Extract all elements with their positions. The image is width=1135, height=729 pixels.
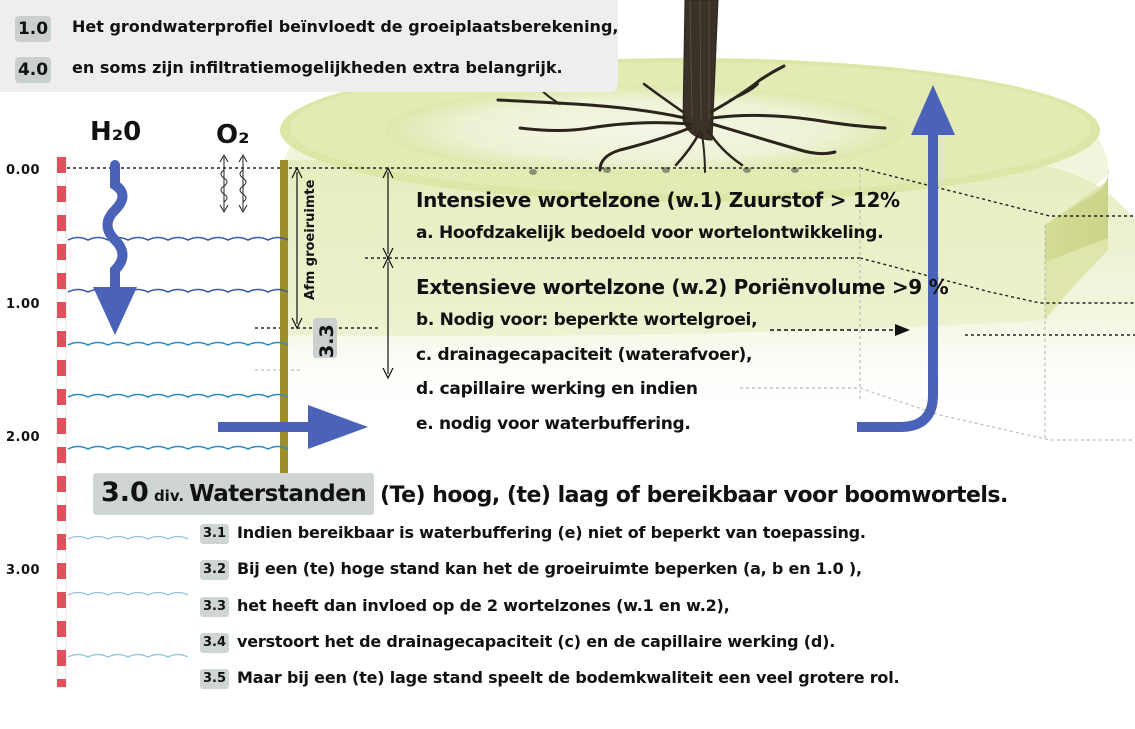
w1-item-a: a. Hoofdzakelijk bedoeld voor wortelontwikkeling. [416,223,884,243]
ruler-segment [57,476,66,492]
depth-label-2: 2.00 [6,430,41,445]
ruler-segment [57,331,66,347]
growth-badge-label: 3.3 [316,324,338,358]
depth-label-0: 0.00 [6,163,41,178]
ruler-segment [57,273,66,289]
header-badge-1: 1.0 [15,16,51,42]
w2-item-d: d. capillaire werking en indien [416,379,698,399]
ruler-segment [57,389,66,405]
sub-badge-3-1: 3.1 [200,524,229,544]
header-text-2: en soms zijn infiltratiemogelijkheden extra belangrijk. [72,58,563,77]
sub-text-3-1: Indien bereikbaar is waterbuffering (e) niet of beperkt van toepassing. [237,523,866,542]
water-levels-subtitle: (Te) hoog, (te) laag of bereikbaar voor boomwortels. [380,483,1008,508]
h2o-arrow [93,165,137,335]
ruler-segment [57,360,66,376]
depth-label-3: 3.00 [6,563,41,578]
ruler-segment [57,157,66,173]
water-wave [68,593,188,596]
ruler-segment [57,244,66,260]
w2-title: Extensieve wortelzone (w.2) Poriënvolume >9 % [416,275,949,299]
ruler-segment [57,621,66,637]
sub-text-3-2: Bij een (te) hoge stand kan het de groeiruimte beperken (a, b en 1.0 ), [237,559,862,578]
w2-item-c: c. drainagecapaciteit (waterafvoer), [416,345,753,365]
water-levels-heading [101,477,366,508]
depth-label-1: 1.00 [6,297,41,312]
water-wave [68,655,188,658]
ruler-segment [57,563,66,579]
water-wave [68,238,288,241]
ruler-segment [57,679,66,687]
w2-item-e: e. nodig voor waterbuffering. [416,414,691,434]
ruler-segment [57,592,66,608]
sub-text-3-5: Maar bij een (te) lage stand speelt de bodemkwaliteit een veel grotere rol. [237,668,900,687]
o2-label: O₂ [216,120,250,150]
water-levels-div: div. [153,487,185,505]
ruler-segment [57,447,66,463]
water-levels-number: 3.0 [101,477,149,508]
water-wave [68,343,288,346]
growth-space-label: Afm groeiruimte [303,179,318,300]
w1-title: Intensieve wortelzone (w.1) Zuurstof > 12% [416,188,900,212]
ruler-segment [57,650,66,666]
header-badge-2: 4.0 [15,57,51,83]
sub-badge-3-3: 3.3 [200,597,229,617]
ruler-segment [57,215,66,231]
water-wave [68,395,288,398]
water-levels-label: Waterstanden [189,481,367,507]
ruler-segment [57,302,66,318]
sub-text-3-3: het heeft dan invloed op de 2 wortelzones (w.1 en w.2), [237,596,730,615]
water-wave [68,537,188,540]
depth-ruler [57,157,66,687]
ruler-segment [57,418,66,434]
ruler-segment [57,186,66,202]
header-text-1: Het grondwaterprofiel beïnvloedt de groeiplaatsberekening, [72,17,619,36]
sub-badge-3-4: 3.4 [200,633,229,653]
h2o-label: H₂0 [90,117,142,147]
ruler-segment [57,534,66,550]
water-wave [68,447,288,450]
w2-item-b: b. Nodig voor: beperkte wortelgroei, [416,310,758,330]
sub-text-3-4: verstoort het de drainagecapaciteit (c) en de capillaire werking (d). [237,632,836,651]
o2-arrows [220,155,247,212]
sub-badge-3-2: 3.2 [200,560,229,580]
ruler-segment [57,505,66,521]
sub-badge-3-5: 3.5 [200,669,229,689]
header-panel [0,0,618,92]
